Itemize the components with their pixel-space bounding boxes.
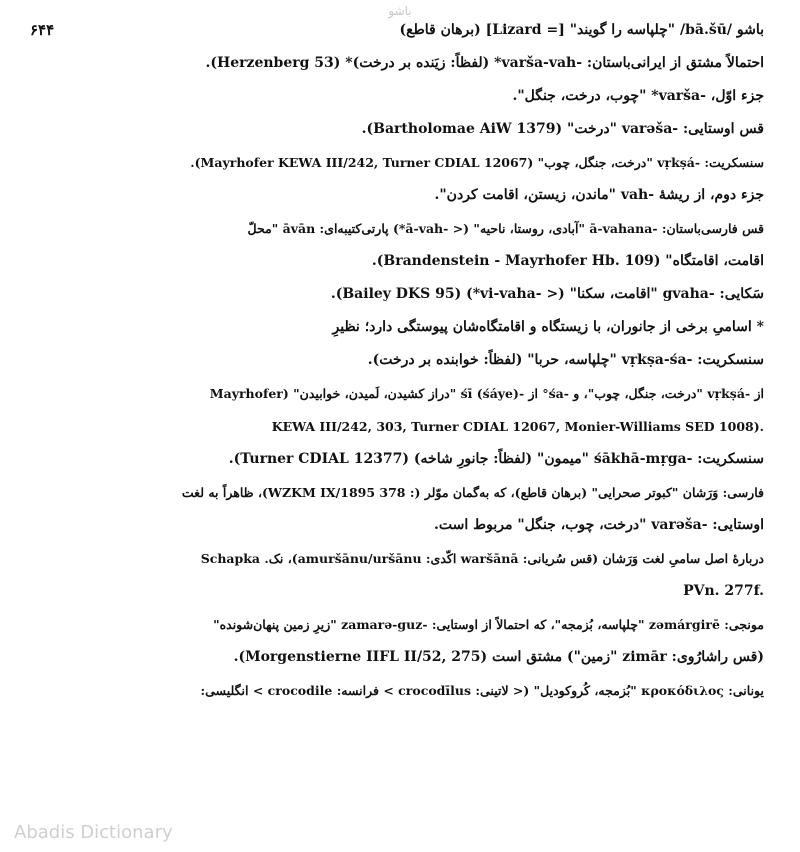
entry-line: مونجی: zəmárgirē "چلپاسه، بُزمجه"، که احتمالاً از اوستایی: -zamarə-guz "زیرِ زمین پنهان‌شونده" bbox=[213, 617, 764, 632]
entry-header bbox=[30, 14, 764, 47]
page-number: ۶۴۴ bbox=[30, 21, 55, 39]
entry-line: (قس راشارُوی: zimār "زمین") مشتق است (Morgenstierne IIFL II/52, 275). bbox=[233, 649, 764, 665]
entry-line: * اسامیِ برخی از جانوران، با زیستگاه و اقامتگاه‌شان پیوستگی دارد؛ نظیرِ bbox=[332, 319, 764, 335]
entry-line: احتمالاً مشتق از ایرانی‌باستان: -varša-vah* (لفظاً: زیَنده بر درخت)* (Herzenberg 53). bbox=[205, 55, 764, 71]
entry-line: دربارهٔ اصل سامیِ لغت وَرَشان (قس سُریانی: waršānā اکّدی: amuršānu/uršānu)، نک. Schapka bbox=[200, 551, 764, 566]
entry-line: سنسکریت: -śākhā-mṛga "میمون" (لفظاً: جانورِ شاخه) (Turner CDIAL 12377). bbox=[228, 451, 764, 467]
entry-line: اوستایی: -varəša "درخت، چوب، جنگل" مربوط است. bbox=[434, 517, 764, 533]
entry-line: یونانی: κροκόδιλος "بُزمجه، کُروکودیل" (< لاتینی: crocodīlus > فرانسه: crocodile > انگلیسی: bbox=[200, 683, 764, 698]
entry-line: فارسی: وَرَشان "کبوتر صحرایی" (برهان قاطع)، که به‌گمان موّلر (: WZKM IX/1895 378)، ظاهراً به لغت bbox=[181, 485, 764, 500]
entry-line: قس فارسی‌باستان: -ā-vahana "آبادی، روستا، ناحیه" (< -ā-vah*) پارتی‌کتیبه‌ای: āvān "محلّ bbox=[247, 221, 764, 236]
entry-line: سنسکریت: -vṛkṣa-śa "چلپاسه، حربا" (لفظاً: خوابنده بر درخت). bbox=[367, 352, 764, 368]
dictionary-page bbox=[30, 14, 764, 707]
entry-line: KEWA III/242, 303, Turner CDIAL 12067, Monier-Williams SED 1008). bbox=[271, 419, 764, 434]
entry-line: قس اوستایی: -varəša "درخت" (Bartholomae AiW 1379). bbox=[361, 121, 764, 137]
headword-line: باشو /bā.šū/ "چلپاسه را گویند" [= Lizard] (برهان قاطع) bbox=[399, 22, 764, 38]
entry-line: جزء اوّل، -varša* "چوب، درخت، جنگل". bbox=[512, 88, 764, 104]
site-watermark: Abadis Dictionary bbox=[14, 822, 173, 843]
entry-line: اقامت، اقامتگاه" (Brandenstein - Mayrhofer Hb. 109). bbox=[371, 253, 764, 269]
entry-line: سنسکریت: -vṛkṣá "درخت، جنگل، چوب" (Mayrhofer KEWA III/242, Turner CDIAL 12067). bbox=[190, 155, 764, 170]
entry-line: از -vṛkṣá "درخت، جنگل، چوب"، و -śa° از -śī (śáye) "دراز کشیدن، لَمیدن، خوابیدن" (Mayrhofer bbox=[209, 386, 764, 401]
entry-line: جزء دوم، از ریشهٔ -vah "ماندن، زیستن، اقامت کردن". bbox=[434, 187, 764, 203]
entry-line: PVn. 277f. bbox=[683, 583, 764, 599]
top-watermark: باشو bbox=[388, 4, 412, 18]
entry-line: سَکایی: -gvaha "اقامت، سکنا" (< -vi-vaha*) (Bailey DKS 95). bbox=[330, 286, 764, 302]
